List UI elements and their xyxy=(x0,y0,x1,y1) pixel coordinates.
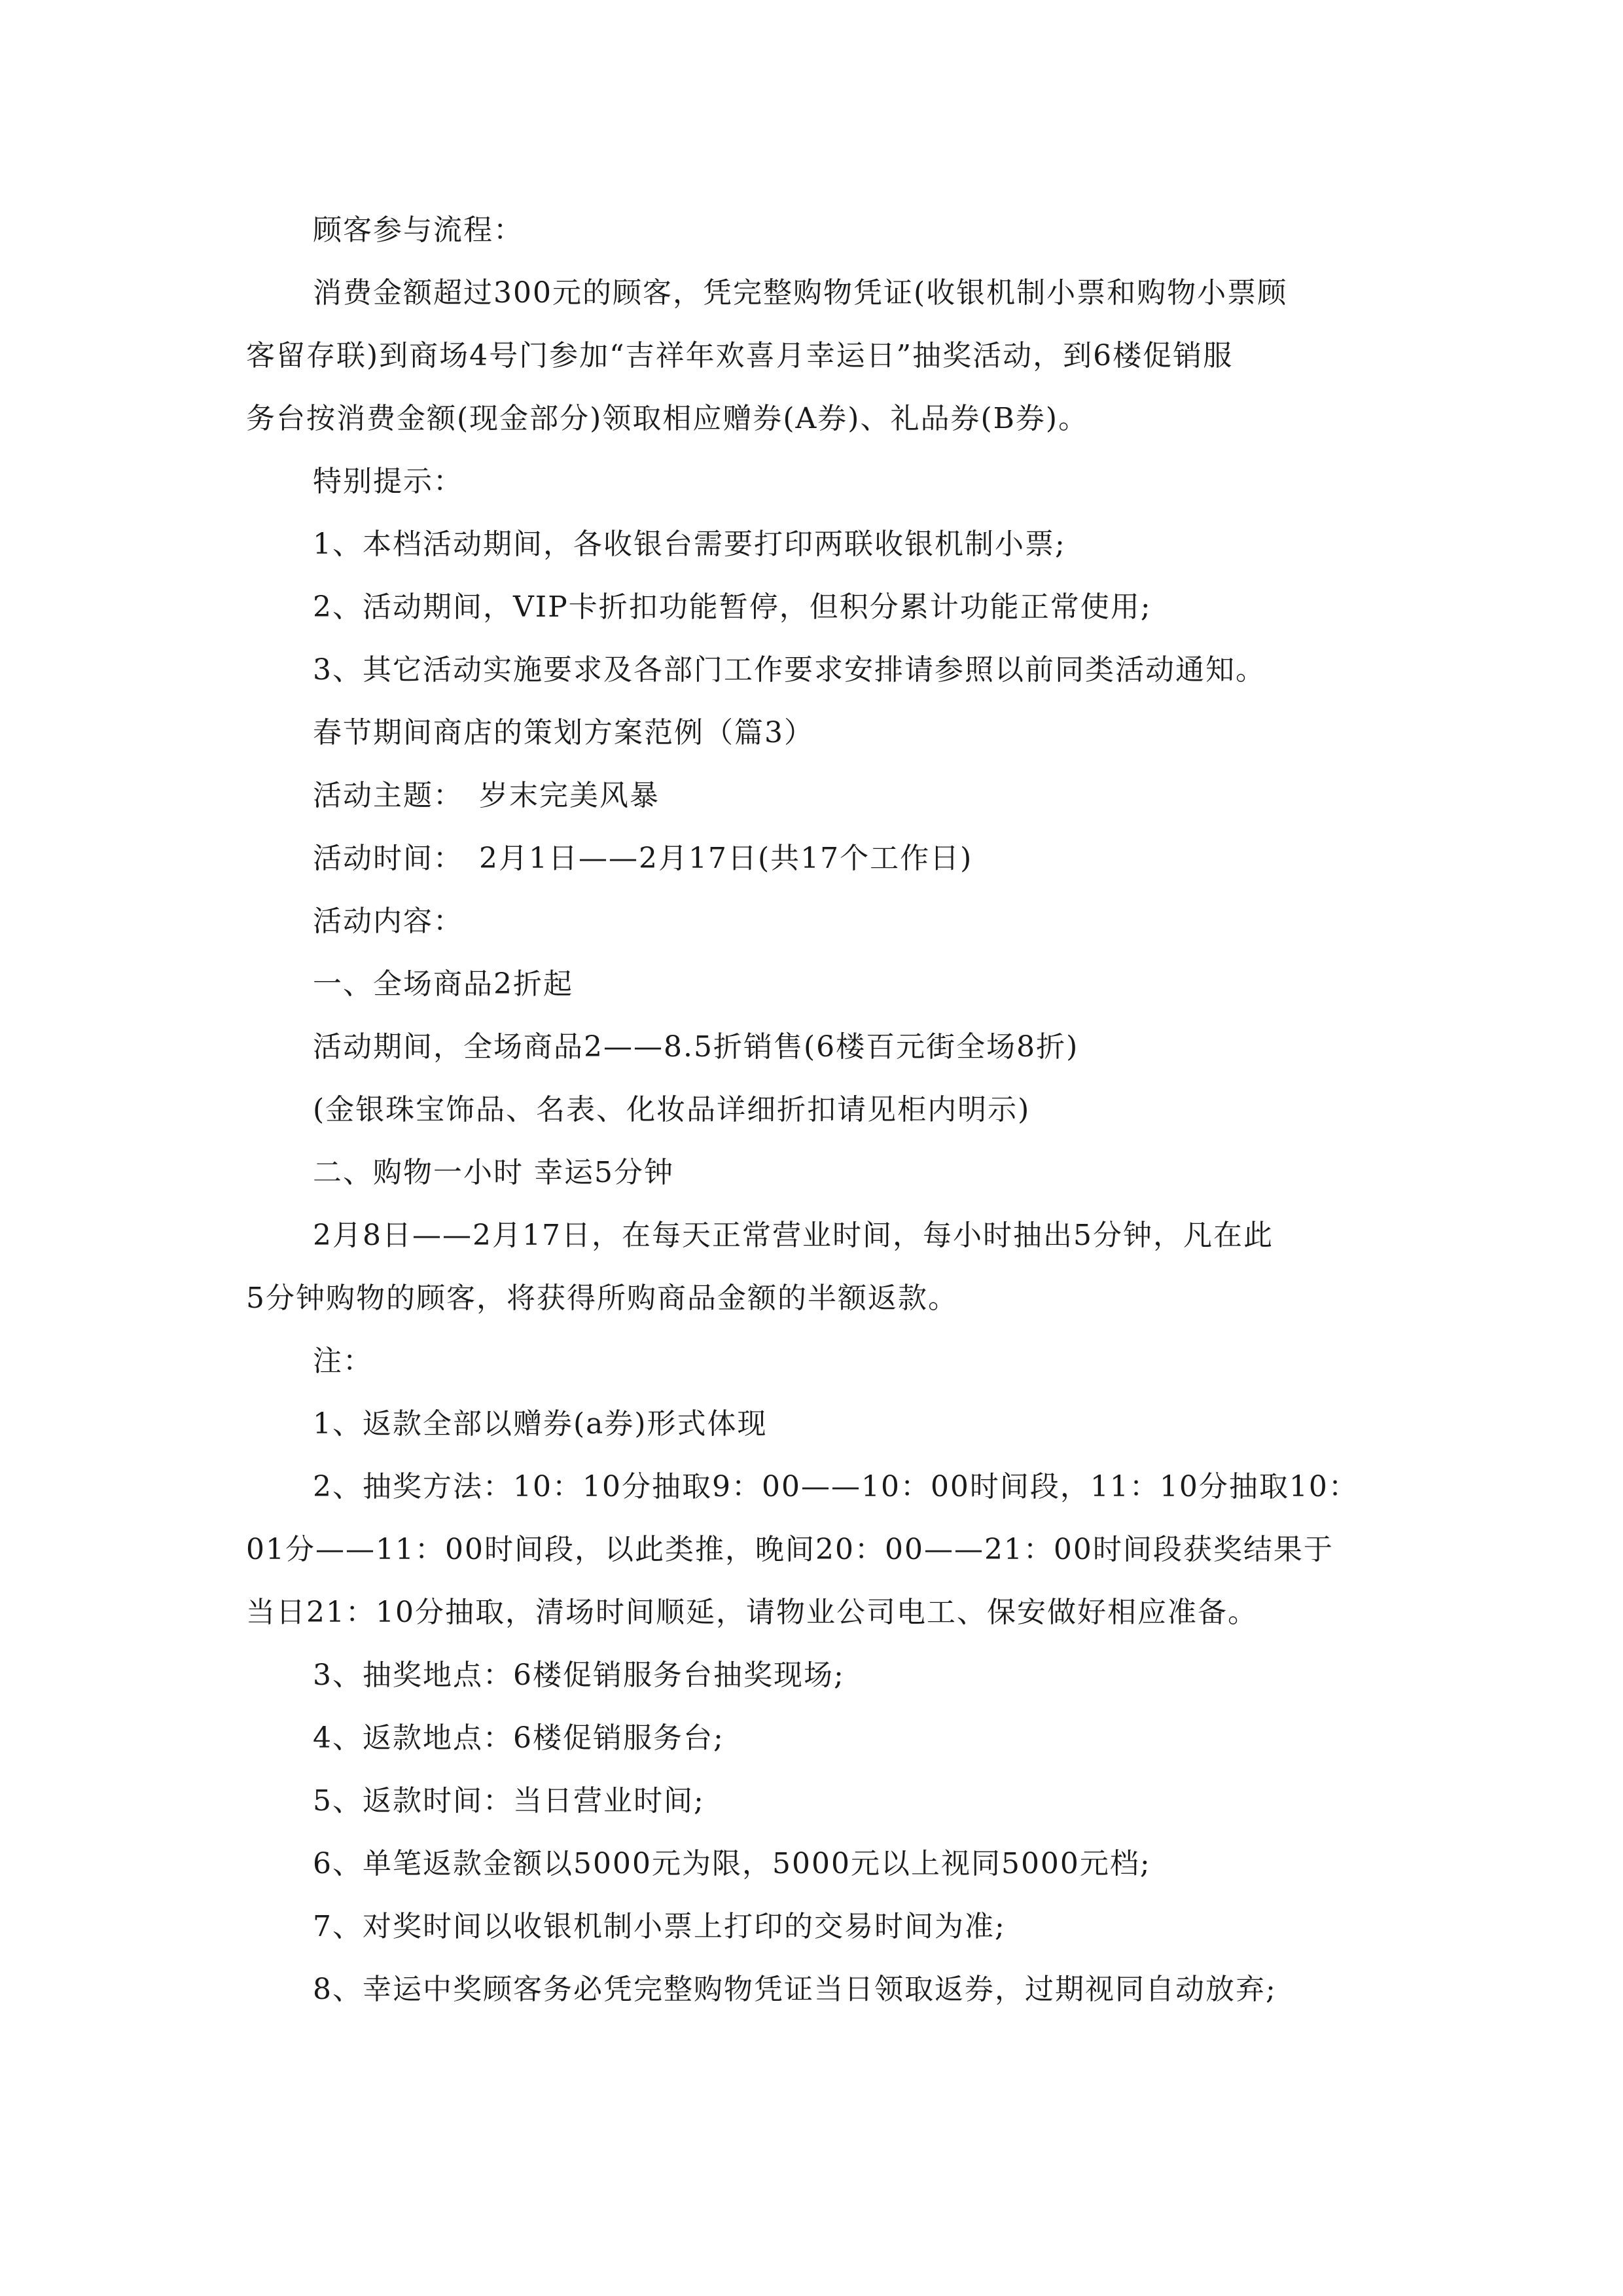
paragraph-line: 务台按消费金额(现金部分)领取相应赠券(A券)、礼品券(B券)。 xyxy=(246,402,1089,435)
list-item: 4、返款地点：6楼促销服务台; xyxy=(313,1721,724,1755)
list-item: 8、幸运中奖顾客务必凭完整购物凭证当日领取返券，过期视同自动放弃; xyxy=(313,1973,1277,2006)
list-item: 1、返款全部以赠券(a券)形式体现 xyxy=(313,1407,768,1441)
list-item: 2、抽奖方法：10：10分抽取9：00——10：00时间段，11：10分抽取10： xyxy=(313,1470,1359,1503)
activity-content-heading: 活动内容： xyxy=(313,905,463,938)
paragraph-line: 2月8日——2月17日，在每天正常营业时间，每小时抽出5分钟，凡在此 xyxy=(313,1219,1274,1252)
section-heading-notice: 特别提示： xyxy=(313,465,463,498)
paragraph-line: 消费金额超过300元的顾客，凭完整购物凭证(收银机制小票和购物小票顾 xyxy=(313,276,1288,310)
list-item: 2、活动期间，VIP卡折扣功能暂停，但积分累计功能正常使用; xyxy=(313,590,1152,624)
section-heading-lucky-5min: 二、购物一小时 幸运5分钟 xyxy=(313,1156,674,1189)
article-title: 春节期间商店的策划方案范例（篇3） xyxy=(313,716,814,749)
section-heading-participation: 顾客参与流程： xyxy=(313,213,524,247)
paragraph-line: 活动期间，全场商品2——8.5折销售(6楼百元街全场8折) xyxy=(313,1030,1079,1064)
paragraph-line: 01分——11：00时间段，以此类推，晚间20：00——21：00时间段获奖结果于 xyxy=(246,1533,1334,1566)
note-heading: 注： xyxy=(313,1344,373,1378)
list-item: 3、其它活动实施要求及各部门工作要求安排请参照以前同类活动通知。 xyxy=(313,653,1266,687)
paragraph-line: 5分钟购物的顾客，将获得所购商品金额的半额返款。 xyxy=(246,1282,958,1315)
activity-theme: 活动主题： 岁末完美风暴 xyxy=(313,779,660,812)
paragraph-line: 客留存联)到商场4号门参加“吉祥年欢喜月幸运日”抽奖活动，到6楼促销服 xyxy=(246,339,1234,372)
list-item: 7、对奖时间以收银机制小票上打印的交易时间为准; xyxy=(313,1910,1006,1943)
list-item: 6、单笔返款金额以5000元为限，5000元以上视同5000元档; xyxy=(313,1847,1151,1880)
list-item: 5、返款时间：当日营业时间; xyxy=(313,1784,705,1818)
paragraph-line: (金银珠宝饰品、名表、化妆品详细折扣请见柜内明示) xyxy=(313,1093,1031,1126)
activity-time: 活动时间： 2月1日——2月17日(共17个工作日) xyxy=(313,842,973,875)
list-item: 1、本档活动期间，各收银台需要打印两联收银机制小票; xyxy=(313,528,1066,561)
list-item: 3、抽奖地点：6楼促销服务台抽奖现场; xyxy=(313,1659,845,1692)
paragraph-line: 当日21：10分抽取，清场时间顺延，请物业公司电工、保安做好相应准备。 xyxy=(246,1596,1258,1629)
section-heading-discount: 一、全场商品2折起 xyxy=(313,967,573,1001)
